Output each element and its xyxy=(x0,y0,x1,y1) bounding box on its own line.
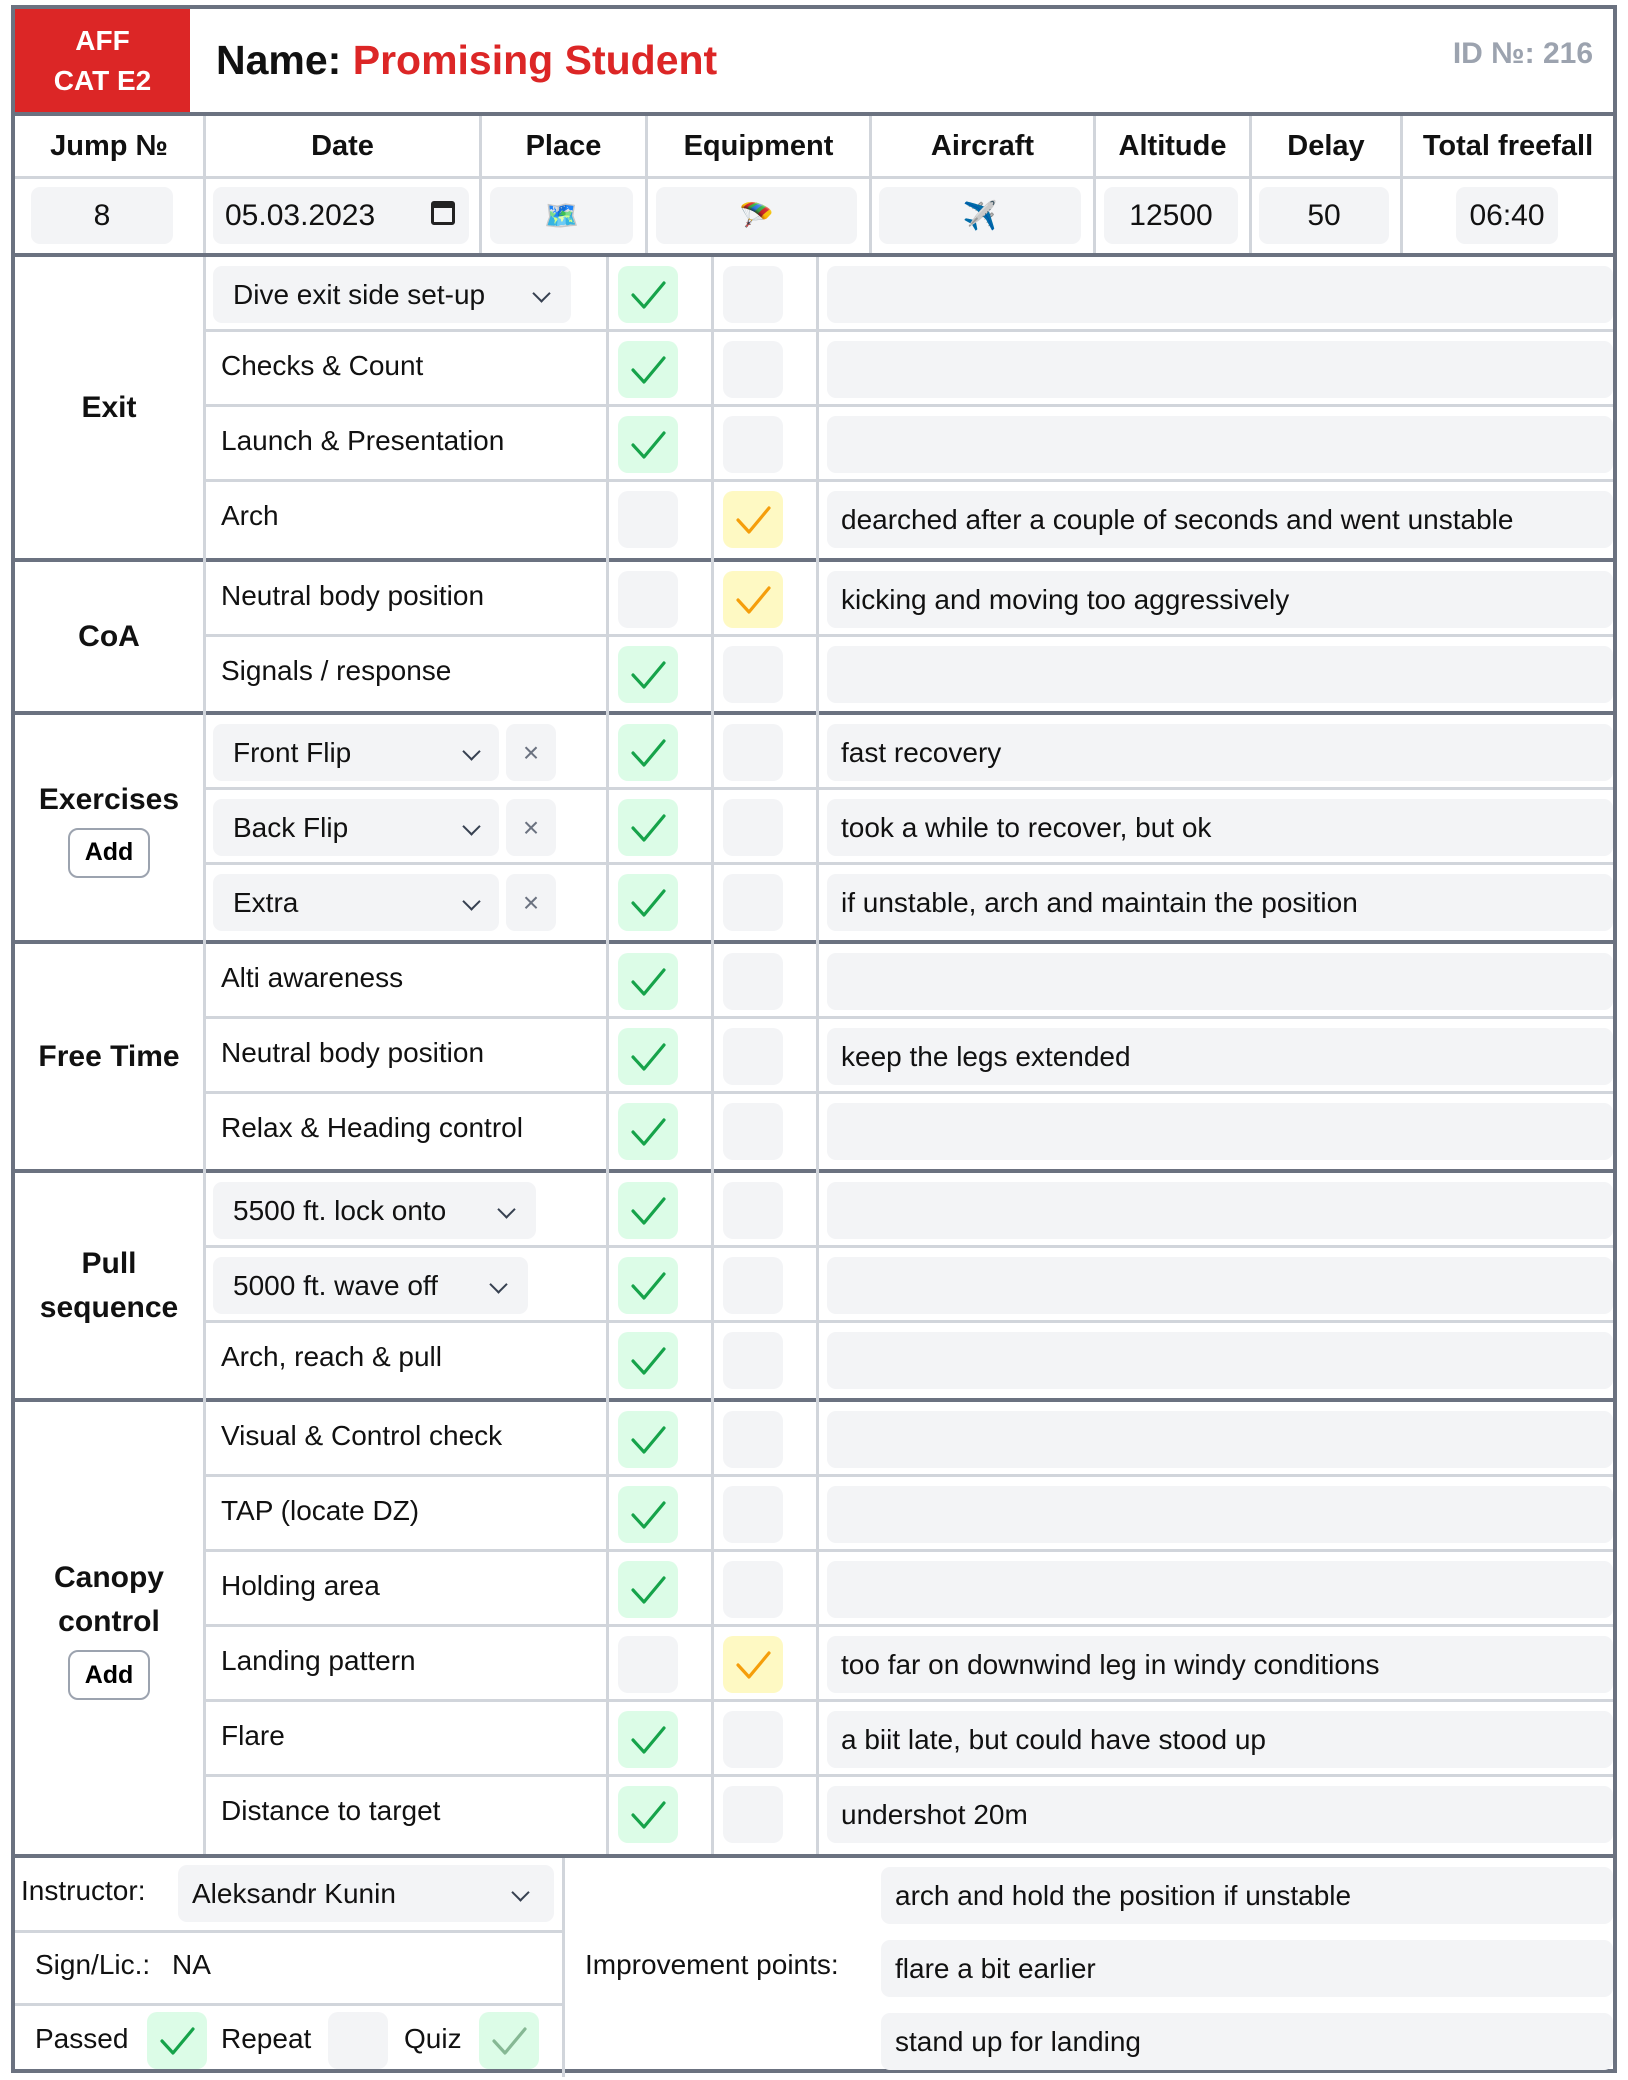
pass-checkbox[interactable] xyxy=(618,266,678,323)
row-divider xyxy=(206,1474,1613,1477)
comment-input[interactable] xyxy=(827,1486,1613,1543)
comment-input[interactable] xyxy=(827,1182,1613,1239)
needs-work-checkbox[interactable] xyxy=(723,646,783,703)
date-value: 05.03.2023 xyxy=(225,198,376,232)
row-divider xyxy=(206,1091,1613,1094)
sign-label: Sign/Lic.: xyxy=(35,1949,151,1980)
pass-checkbox[interactable] xyxy=(618,1561,678,1618)
map-icon: 🗺️ xyxy=(544,200,579,231)
comment-input[interactable]: too far on downwind leg in windy conditions xyxy=(827,1636,1613,1693)
row-divider xyxy=(206,787,1613,790)
exercise-select[interactable] xyxy=(213,799,499,856)
pass-checkbox[interactable] xyxy=(618,1028,678,1085)
instructor-label: Instructor: xyxy=(21,1875,146,1906)
divider xyxy=(869,116,872,253)
item-label: Distance to target xyxy=(221,1795,441,1826)
pass-checkbox[interactable] xyxy=(618,724,678,781)
pass-checkbox[interactable] xyxy=(618,1257,678,1314)
item-label: Relax & Heading control xyxy=(221,1112,523,1143)
name-label: Name: xyxy=(216,37,342,83)
row-divider xyxy=(206,634,1613,637)
item-label: Launch & Presentation xyxy=(221,425,505,456)
section-title: Exit xyxy=(81,390,137,424)
repeat-label: Repeat xyxy=(221,2023,312,2054)
col-freefall: Total freefall xyxy=(1422,129,1594,162)
pass-checkbox[interactable] xyxy=(618,874,678,931)
divider xyxy=(15,1930,562,1933)
item-label: Neutral body position xyxy=(221,1037,485,1068)
needs-work-checkbox[interactable] xyxy=(723,1411,783,1468)
section-border xyxy=(15,711,1613,715)
section-title: Exercises xyxy=(38,782,180,816)
chevron-down-icon xyxy=(462,817,480,835)
item-label: Back Flip xyxy=(233,811,349,843)
section-border xyxy=(15,558,1613,562)
item-label: Flare xyxy=(221,1720,285,1751)
divider xyxy=(1400,116,1403,253)
comment-input[interactable] xyxy=(827,953,1613,1010)
comment-input[interactable] xyxy=(827,646,1613,703)
pass-checkbox[interactable] xyxy=(618,1786,678,1843)
pass-checkbox[interactable] xyxy=(618,571,678,628)
needs-work-checkbox[interactable] xyxy=(723,416,783,473)
passed-label: Passed xyxy=(35,2023,129,2054)
needs-work-checkbox[interactable] xyxy=(723,724,783,781)
needs-work-checkbox[interactable] xyxy=(723,491,783,548)
comment-input[interactable] xyxy=(827,1411,1613,1468)
needs-work-checkbox[interactable] xyxy=(723,1711,783,1768)
item-label: Signals / response xyxy=(221,655,452,686)
chevron-down-icon xyxy=(462,892,480,910)
needs-work-checkbox[interactable] xyxy=(723,1028,783,1085)
needs-work-checkbox[interactable] xyxy=(723,1486,783,1543)
row-divider xyxy=(206,1245,1613,1248)
row-divider xyxy=(206,479,1613,482)
section-border xyxy=(15,940,1613,944)
add-exercise-button[interactable]: Add xyxy=(68,828,150,878)
divider xyxy=(645,116,648,253)
comment-input[interactable] xyxy=(827,1103,1613,1160)
pass-checkbox[interactable] xyxy=(618,1711,678,1768)
needs-work-checkbox[interactable] xyxy=(723,1561,783,1618)
col-place: Place xyxy=(525,129,602,162)
close-icon[interactable]: × xyxy=(506,724,556,781)
divider xyxy=(711,257,714,1854)
section-border xyxy=(15,1854,1613,1858)
needs-work-checkbox[interactable] xyxy=(723,1332,783,1389)
sign-value[interactable]: NA xyxy=(172,1949,211,1980)
col-date: Date xyxy=(311,129,374,162)
item-label: Front Flip xyxy=(233,736,352,768)
divider xyxy=(1093,116,1096,253)
comment-input[interactable]: undershot 20m xyxy=(827,1786,1613,1843)
divider xyxy=(816,257,819,1854)
close-icon[interactable]: × xyxy=(506,874,556,931)
col-equipment: Equipment xyxy=(683,129,834,162)
chevron-down-icon xyxy=(511,1883,529,1901)
category-badge xyxy=(15,9,190,112)
section-title: CoA xyxy=(78,619,140,653)
item-label: Dive exit side set-up xyxy=(233,278,486,310)
improvement-input[interactable]: flare a bit earlier xyxy=(881,1940,1613,1997)
badge-line2: CAT E2 xyxy=(53,64,152,96)
comment-input[interactable]: keep the legs extended xyxy=(827,1028,1613,1085)
chevron-down-icon xyxy=(489,1275,507,1293)
place-picker[interactable] xyxy=(490,187,633,244)
needs-work-checkbox[interactable] xyxy=(723,1786,783,1843)
item-label: Arch, reach & pull xyxy=(221,1341,442,1372)
item-label: 5000 ft. wave off xyxy=(233,1269,438,1301)
divider xyxy=(562,1858,565,2077)
divider xyxy=(1249,116,1252,253)
comment-input[interactable] xyxy=(827,1332,1613,1389)
section-pull xyxy=(15,1173,203,1398)
section-title-line2: control xyxy=(58,1605,160,1638)
pass-checkbox[interactable] xyxy=(618,1182,678,1239)
item-select[interactable] xyxy=(213,266,571,323)
exercise-select[interactable] xyxy=(213,724,499,781)
comment-input[interactable] xyxy=(827,266,1613,323)
pass-checkbox[interactable] xyxy=(618,1411,678,1468)
section-title: Free Time xyxy=(38,1039,180,1073)
item-select[interactable] xyxy=(213,1257,528,1314)
airplane-icon: ✈️ xyxy=(962,200,998,231)
parachute-icon: 🪂 xyxy=(739,200,774,231)
col-jump: Jump № xyxy=(50,129,168,162)
section-coa xyxy=(15,562,203,711)
equipment-picker[interactable] xyxy=(656,187,857,244)
divider xyxy=(479,116,482,253)
item-label: Neutral body position xyxy=(221,580,485,611)
row-divider xyxy=(206,1624,1613,1627)
instructor-select[interactable] xyxy=(178,1865,554,1922)
id-number: ID №: 216 xyxy=(1452,37,1593,70)
card-header xyxy=(15,9,1613,116)
freefall-input[interactable]: 06:40 xyxy=(1456,187,1558,244)
student-name xyxy=(216,37,717,84)
needs-work-checkbox[interactable] xyxy=(723,1182,783,1239)
col-aircraft: Aircraft xyxy=(930,129,1035,162)
row-divider xyxy=(206,1320,1613,1323)
item-label: Alti awareness xyxy=(221,962,404,993)
close-icon[interactable]: × xyxy=(506,799,556,856)
needs-work-checkbox[interactable] xyxy=(723,1257,783,1314)
row-divider xyxy=(206,1016,1613,1019)
comment-input[interactable] xyxy=(827,341,1613,398)
needs-work-checkbox[interactable] xyxy=(723,1636,783,1693)
pass-checkbox[interactable] xyxy=(618,646,678,703)
section-exercises xyxy=(15,715,203,940)
name-value[interactable]: Promising Student xyxy=(352,37,718,83)
item-label: 5500 ft. lock onto xyxy=(233,1194,447,1226)
needs-work-checkbox[interactable] xyxy=(723,341,783,398)
instructor-value: Aleksandr Kunin xyxy=(192,1877,396,1909)
item-select[interactable] xyxy=(213,1182,536,1239)
quiz-checkbox[interactable] xyxy=(479,2012,539,2069)
improvement-input[interactable]: arch and hold the position if unstable xyxy=(881,1867,1613,1924)
jump-card xyxy=(11,5,1617,2073)
needs-work-checkbox[interactable] xyxy=(723,799,783,856)
pass-checkbox[interactable] xyxy=(618,953,678,1010)
calendar-icon[interactable] xyxy=(431,201,455,225)
jump-number-input[interactable]: 8 xyxy=(31,187,173,244)
item-label: Checks & Count xyxy=(221,350,424,381)
row-divider xyxy=(206,1699,1613,1702)
needs-work-checkbox[interactable] xyxy=(723,266,783,323)
pass-checkbox[interactable] xyxy=(618,1486,678,1543)
exercise-select[interactable] xyxy=(213,874,499,931)
header-divider xyxy=(15,176,1613,179)
item-label: Holding area xyxy=(221,1570,380,1601)
row-divider xyxy=(206,862,1613,865)
aircraft-picker[interactable] xyxy=(879,187,1081,244)
row-divider xyxy=(206,1549,1613,1552)
pass-checkbox[interactable] xyxy=(618,341,678,398)
needs-work-checkbox[interactable] xyxy=(723,1103,783,1160)
section-border xyxy=(15,1398,1613,1402)
improvement-label: Improvement points: xyxy=(585,1949,839,1980)
date-input[interactable] xyxy=(213,187,469,244)
pass-checkbox[interactable] xyxy=(618,799,678,856)
chevron-down-icon xyxy=(462,742,480,760)
passed-checkbox[interactable] xyxy=(147,2012,207,2069)
pass-checkbox[interactable] xyxy=(618,1103,678,1160)
section-exit xyxy=(15,257,203,558)
delay-input[interactable]: 50 xyxy=(1259,187,1389,244)
row-divider xyxy=(206,329,1613,332)
section-title-line2: sequence xyxy=(39,1290,179,1324)
altitude-input[interactable]: 12500 xyxy=(1104,187,1238,244)
comment-input[interactable]: if unstable, arch and maintain the position xyxy=(827,874,1613,931)
item-label: Arch xyxy=(221,500,279,531)
item-label: Landing pattern xyxy=(221,1645,416,1676)
section-title-line1: Canopy xyxy=(53,1561,164,1594)
divider xyxy=(203,116,206,253)
pass-checkbox[interactable] xyxy=(618,1636,678,1693)
comment-input[interactable] xyxy=(827,1561,1613,1618)
comment-input[interactable]: a biit late, but could have stood up xyxy=(827,1711,1613,1768)
comment-input[interactable]: fast recovery xyxy=(827,724,1613,781)
needs-work-checkbox[interactable] xyxy=(723,953,783,1010)
divider xyxy=(606,257,609,1854)
needs-work-checkbox[interactable] xyxy=(723,874,783,931)
comment-input[interactable]: took a while to recover, but ok xyxy=(827,799,1613,856)
row-divider xyxy=(206,404,1613,407)
pass-checkbox[interactable] xyxy=(618,1332,678,1389)
section-title-line1: Pull xyxy=(81,1246,137,1280)
divider xyxy=(203,257,206,1854)
comment-input[interactable]: kicking and moving too aggressively xyxy=(827,571,1613,628)
chevron-down-icon xyxy=(497,1200,515,1218)
item-label: TAP (locate DZ) xyxy=(221,1495,420,1526)
pass-checkbox[interactable] xyxy=(618,416,678,473)
divider xyxy=(15,2003,562,2006)
chevron-down-icon xyxy=(532,284,550,302)
quiz-label: Quiz xyxy=(404,2023,462,2054)
section-border xyxy=(15,253,1613,257)
repeat-checkbox[interactable] xyxy=(328,2012,388,2069)
item-label: Visual & Control check xyxy=(221,1420,503,1451)
section-canopy xyxy=(15,1402,203,1854)
comment-input[interactable]: dearched after a couple of seconds and went unstable xyxy=(827,491,1613,548)
row-divider xyxy=(206,1774,1613,1777)
badge-line1: AFF xyxy=(75,24,130,56)
section-freetime xyxy=(15,944,203,1169)
col-delay: Delay xyxy=(1287,129,1365,162)
add-canopy-item-button[interactable]: Add xyxy=(68,1650,150,1700)
col-altitude: Altitude xyxy=(1118,129,1227,162)
section-border xyxy=(15,1169,1613,1173)
pass-checkbox[interactable] xyxy=(618,491,678,548)
comment-input[interactable] xyxy=(827,1257,1613,1314)
needs-work-checkbox[interactable] xyxy=(723,571,783,628)
comment-input[interactable] xyxy=(827,416,1613,473)
improvement-input[interactable]: stand up for landing xyxy=(881,2013,1613,2070)
item-label: Extra xyxy=(233,886,299,918)
